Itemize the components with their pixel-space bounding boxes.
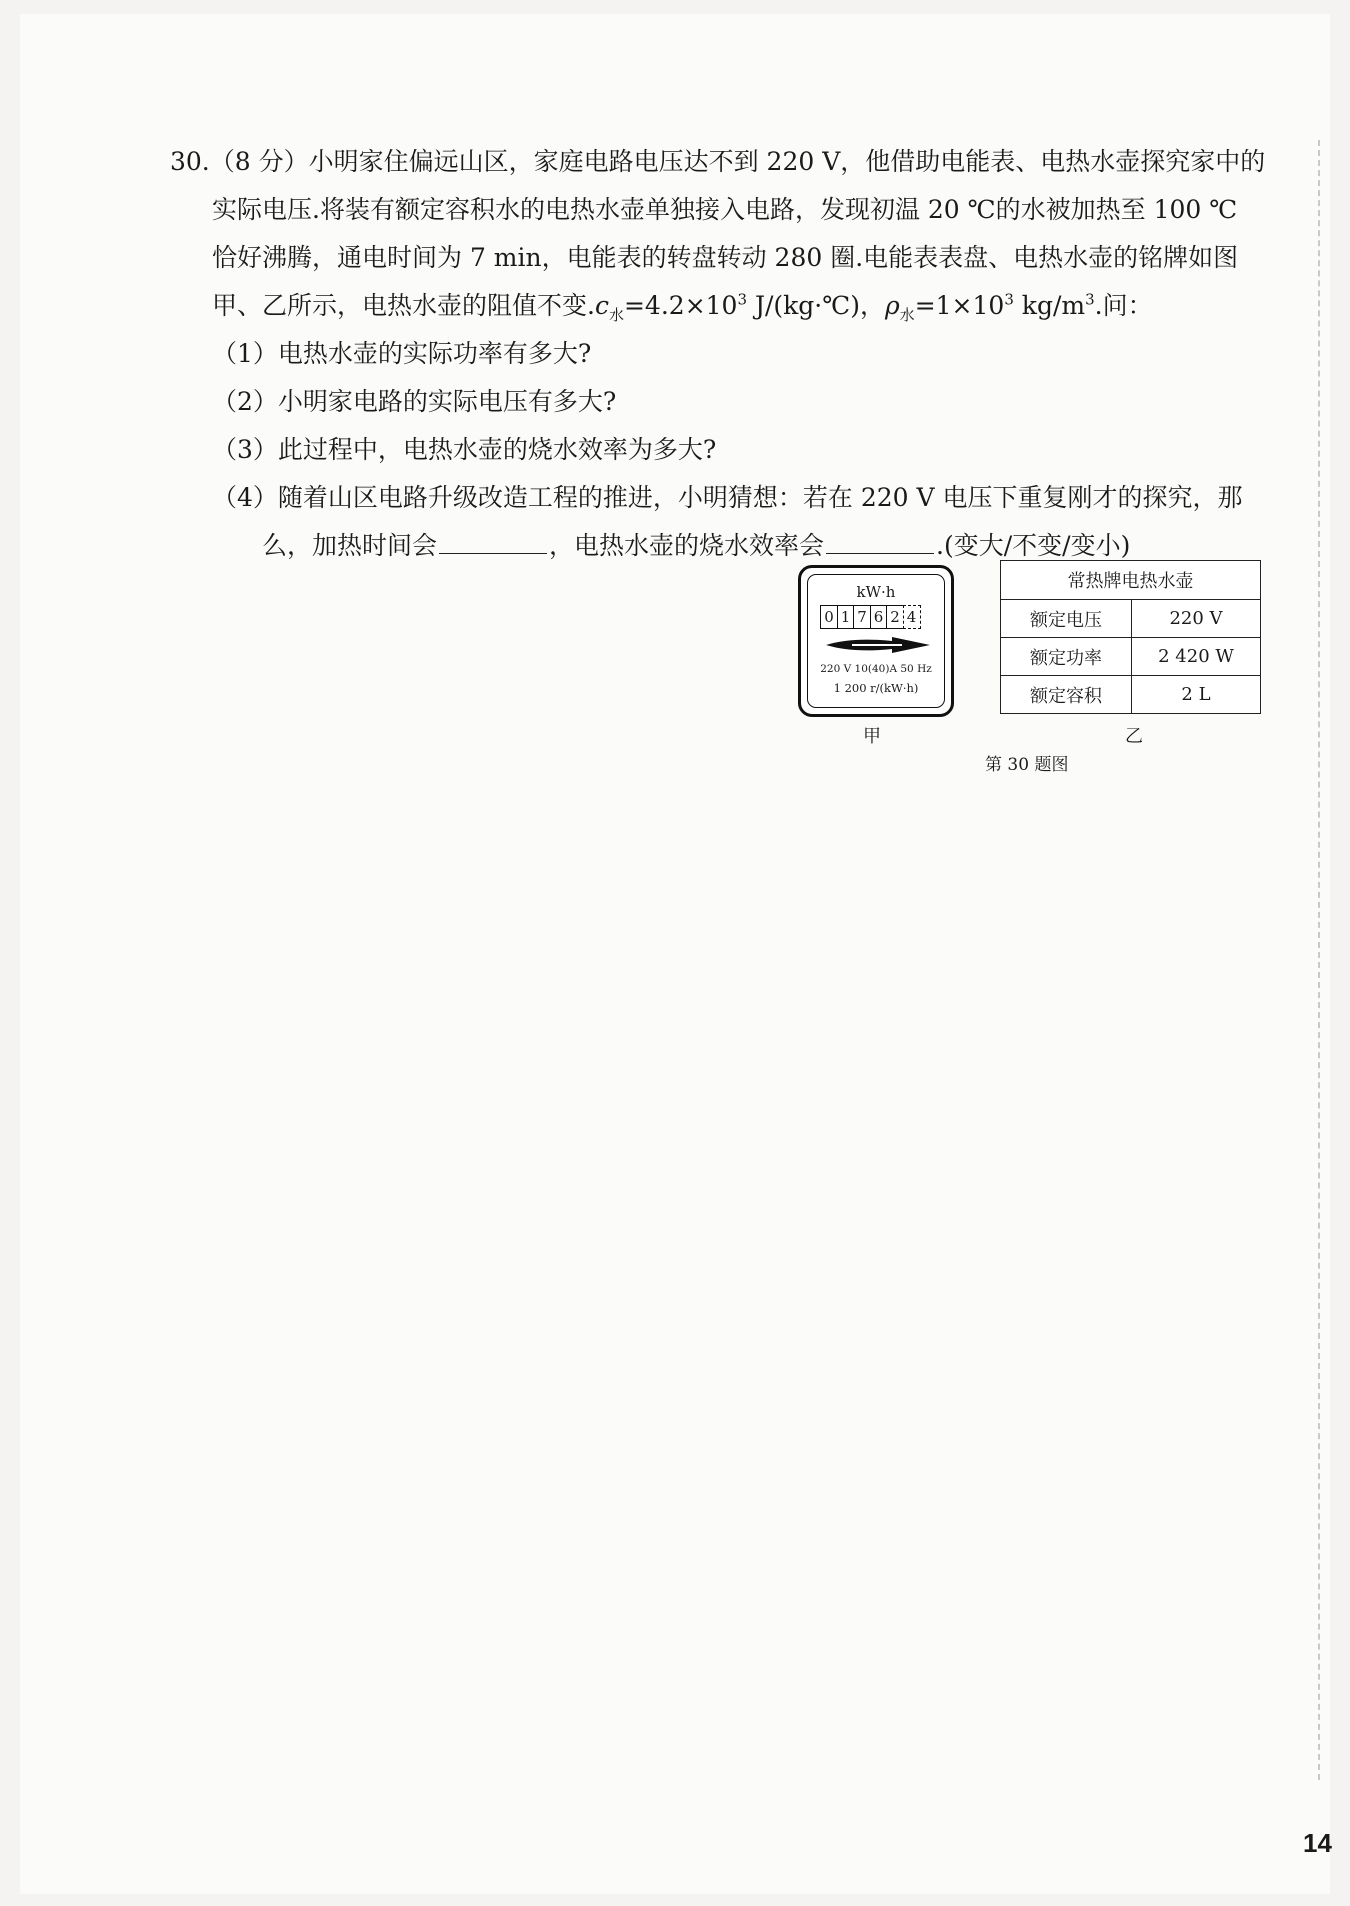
meter-digit: 0 — [820, 605, 838, 629]
text: =4.2×10 — [623, 291, 738, 320]
text: 么，加热时间会 — [262, 531, 438, 560]
meter-constant: 1 200 r/(kW·h) — [833, 681, 919, 695]
text: ，电热水壶的烧水效率会 — [549, 531, 825, 560]
table-row — [1001, 676, 1261, 714]
meter-face — [807, 574, 945, 708]
meter-digit: 1 — [837, 605, 855, 629]
meter-reading — [820, 605, 919, 629]
nameplate-label: 额定容积 — [1001, 676, 1132, 714]
sub-question-4: （4）随着山区电路升级改造工程的推进，小明猜想：若在 220 V 电压下重复刚才的探究，那 — [212, 483, 1243, 512]
subscript: 水 — [608, 306, 624, 324]
text: =1×10 — [914, 291, 1005, 320]
rotation-arrow-icon — [822, 635, 934, 655]
margin-dashed-rule — [1318, 140, 1320, 1780]
meter-digit-decimal: 4 — [903, 605, 921, 629]
figure-caption: 第 30 题图 — [985, 755, 1069, 775]
answer-blank-heating-time[interactable] — [439, 531, 547, 554]
specific-heat-symbol: c — [594, 291, 609, 320]
sub-question-3: （3）此过程中，电热水壶的烧水效率为多大? — [212, 435, 717, 464]
sub-question-2: （2）小明家电路的实际电压有多大? — [212, 387, 617, 416]
text: kg/m — [1013, 291, 1086, 320]
table-row — [1001, 600, 1261, 638]
nameplate-label: 额定电压 — [1001, 600, 1132, 638]
nameplate-value: 220 V — [1132, 600, 1261, 638]
nameplate-value: 2 420 W — [1132, 638, 1261, 676]
text: J/(kg·℃)， — [747, 291, 885, 320]
figure-label-jia: 甲 — [863, 726, 881, 747]
question-line: 30.（8 分）小明家住偏远山区，家庭电路电压达不到 220 V，他借助电能表、电热水壶探究家中的 — [170, 147, 1266, 176]
question-line-constants — [170, 282, 1272, 330]
sub-question-1: （1）电热水壶的实际功率有多大? — [212, 339, 592, 368]
question-30 — [170, 138, 1272, 570]
question-line: 恰好沸腾，通电时间为 7 min，电能表的转盘转动 280 圈.电能表表盘、电热水壶的铭牌如图 — [212, 243, 1239, 272]
electric-meter-figure — [798, 565, 954, 717]
superscript: 3 — [1085, 290, 1095, 309]
answer-blank-efficiency[interactable] — [826, 531, 934, 554]
meter-digit: 7 — [853, 605, 871, 629]
page-number: 14 — [1303, 1828, 1332, 1858]
question-line: 实际电压.将装有额定容积水的电热水壶单独接入电路，发现初温 20 ℃的水被加热至 100 ℃ — [212, 195, 1238, 224]
figure-label-yi: 乙 — [1125, 726, 1143, 747]
table-row — [1001, 638, 1261, 676]
meter-digit: 6 — [870, 605, 888, 629]
text: .(变大/不变/变小) — [936, 531, 1131, 560]
text: .问： — [1094, 291, 1153, 320]
superscript: 3 — [737, 290, 747, 309]
meter-digit: 2 — [886, 605, 904, 629]
text: 甲、乙所示，电热水壶的阻值不变. — [212, 291, 595, 320]
nameplate-value: 2 L — [1132, 676, 1261, 714]
density-symbol: ρ — [884, 291, 900, 320]
nameplate-label: 额定功率 — [1001, 638, 1132, 676]
superscript: 3 — [1004, 290, 1014, 309]
kettle-nameplate — [1000, 560, 1261, 714]
subscript: 水 — [899, 306, 915, 324]
meter-unit-label: kW·h — [856, 583, 896, 601]
meter-rating: 220 V 10(40)A 50 Hz — [820, 663, 932, 675]
nameplate-title: 常热牌电热水壶 — [1001, 561, 1261, 600]
